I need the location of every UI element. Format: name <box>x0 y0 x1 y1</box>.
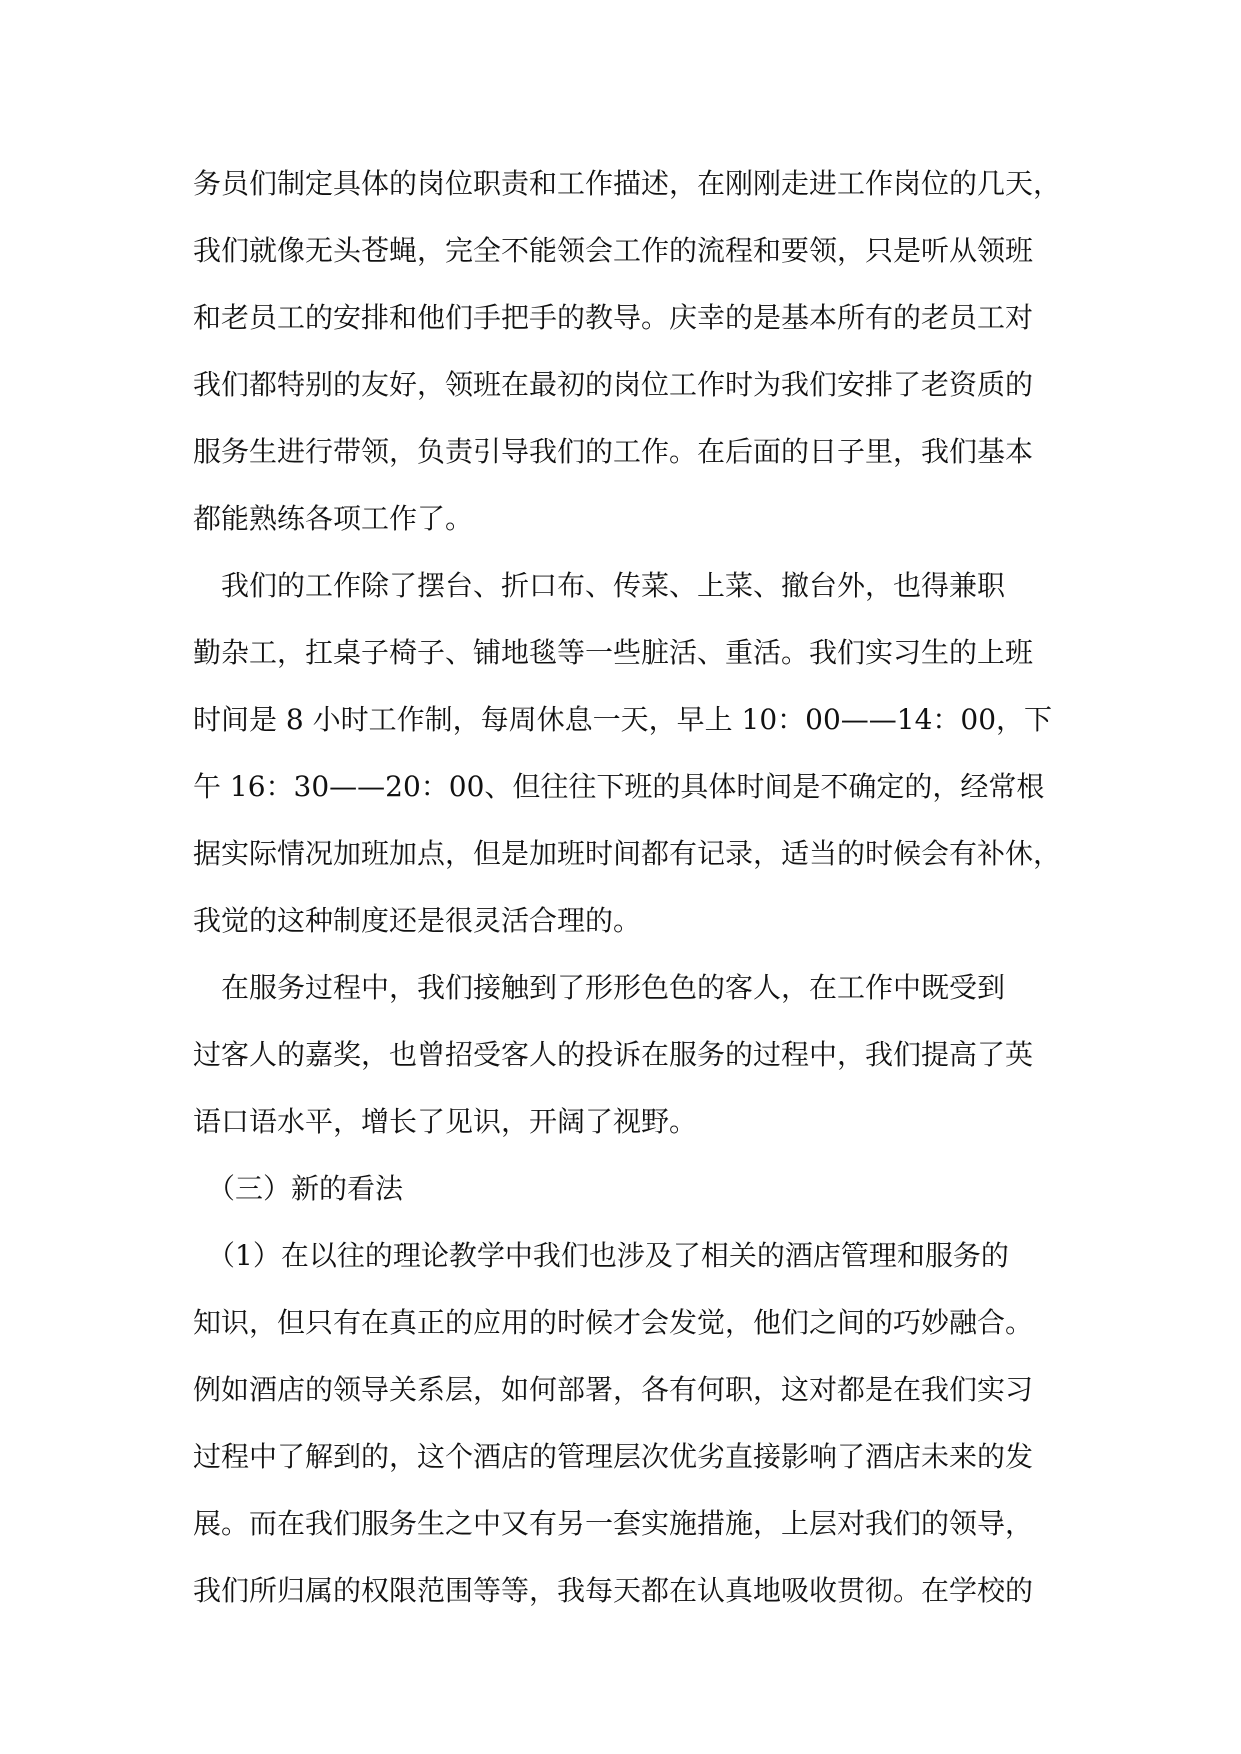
text-line: 过客人的嘉奖，也曾招受客人的投诉在服务的过程中，我们提高了英 <box>193 1038 1034 1071</box>
text-line: 我觉的这种制度还是很灵活合理的。 <box>193 904 642 937</box>
text-line: 过程中了解到的，这个酒店的管理层次优劣直接影响了酒店未来的发 <box>193 1440 1034 1473</box>
text-line: 我们都特别的友好，领班在最初的岗位工作时为我们安排了老资质的 <box>193 368 1034 401</box>
text-line: 勤杂工，扛桌子椅子、铺地毯等一些脏活、重活。我们实习生的上班 <box>193 636 1034 669</box>
text-line: 我们所归属的权限范围等等，我每天都在认真地吸收贯彻。在学校的 <box>193 1574 1034 1607</box>
text-line: 务员们制定具体的岗位职责和工作描述，在刚刚走进工作岗位的几天， <box>193 167 1062 200</box>
text-line: 服务生进行带领，负责引导我们的工作。在后面的日子里，我们基本 <box>193 435 1034 468</box>
text-line: 语口语水平，增长了见识，开阔了视野。 <box>193 1105 698 1138</box>
text-line: 我们就像无头苍蝇，完全不能领会工作的流程和要领，只是听从领班 <box>193 234 1034 267</box>
text-line: 午 16：30——20：00、但往往下班的具体时间是不确定的，经常根 <box>193 770 1045 803</box>
text-line: 据实际情况加班加点，但是加班时间都有记录，适当的时候会有补休， <box>193 837 1062 870</box>
section-heading: （三）新的看法 <box>193 1172 404 1205</box>
text-line: 展。而在我们服务生之中又有另一套实施措施，上层对我们的领导， <box>193 1507 1034 1540</box>
paragraph-first-line: 在服务过程中，我们接触到了形形色色的客人，在工作中既受到 <box>193 971 1006 1004</box>
paragraph-first-line: （1）在以往的理论教学中我们也涉及了相关的酒店管理和服务的 <box>193 1239 1009 1272</box>
text-line: 都能熟练各项工作了。 <box>193 502 474 535</box>
text-line: 和老员工的安排和他们手把手的教导。庆幸的是基本所有的老员工对 <box>193 301 1034 334</box>
text-line: 知识，但只有在真正的应用的时候才会发觉，他们之间的巧妙融合。 <box>193 1306 1034 1339</box>
paragraph-first-line: 我们的工作除了摆台、折口布、传菜、上菜、撤台外，也得兼职 <box>193 569 1006 602</box>
text-line: 例如酒店的领导关系层，如何部署，各有何职，这对都是在我们实习 <box>193 1373 1034 1406</box>
text-line: 时间是 8 小时工作制，每周休息一天，早上 10：00——14：00，下 <box>193 703 1053 736</box>
